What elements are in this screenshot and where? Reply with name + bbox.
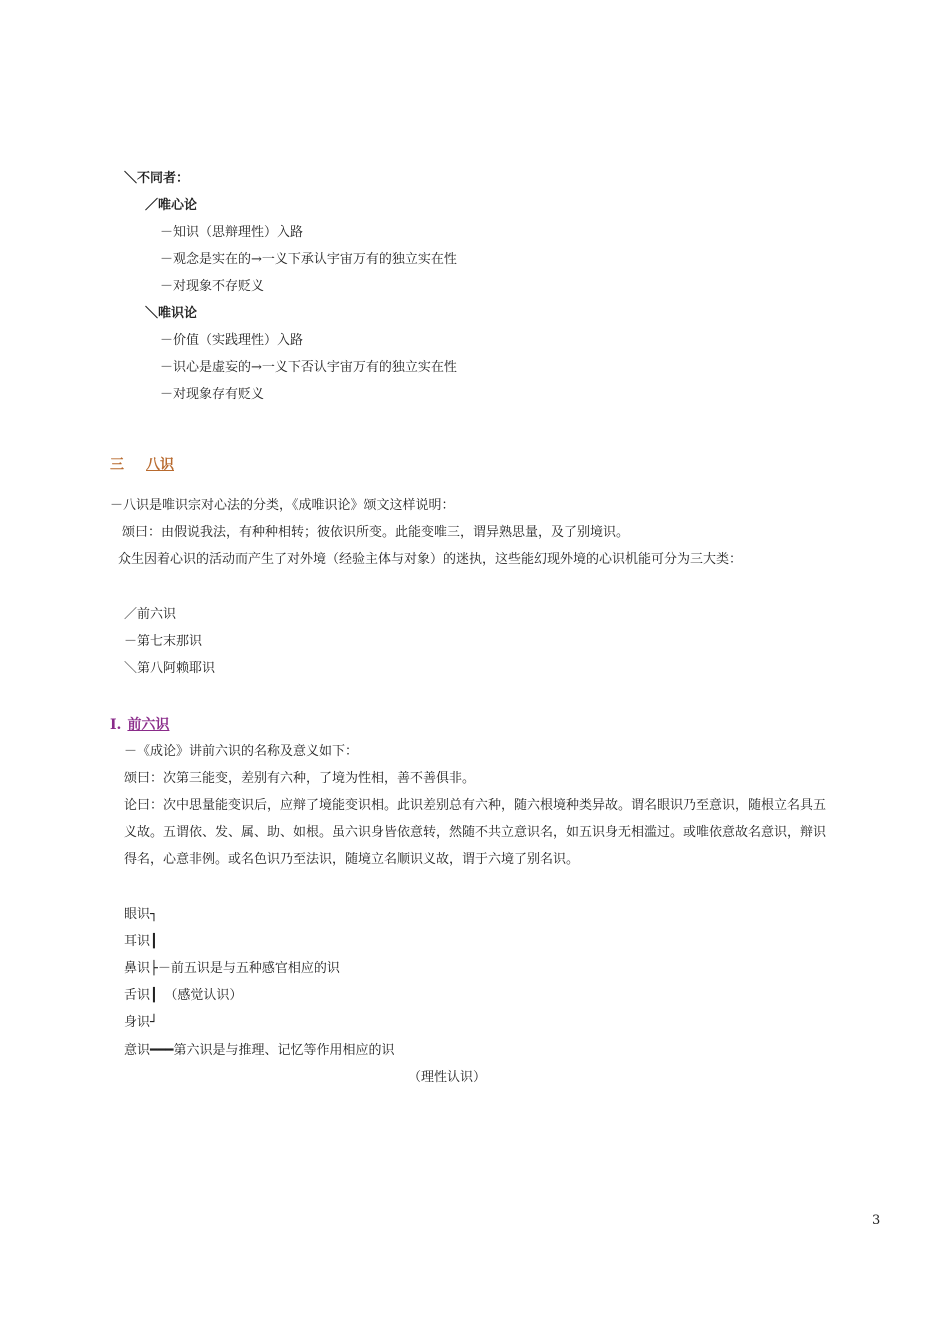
type-list-item: －第七末那识: [124, 634, 203, 649]
text-line: 论曰：次中思量能变识后，应辩了境能变识相。此识差别总有六种，随六根境种类异故。谓名眼识乃至意识，随根立名具五: [124, 798, 827, 813]
text-line: 颂曰：次第三能变，差别有六种，了境为性相，善不善俱非。: [124, 771, 476, 786]
diagram-line: 身识┘: [124, 1015, 158, 1030]
intro-line: 颂曰：由假说我法，有种种相转；彼依识所变。此能变唯三，谓异熟思量，及了别境识。: [122, 525, 630, 540]
outline-line: －对现象不存贬义: [160, 279, 265, 294]
outline-line: ＼唯识论: [145, 306, 198, 321]
section-number: 三: [110, 457, 124, 473]
diagram-line: （理性认识）: [408, 1070, 487, 1085]
text-line: 得名，心意非例。或名色识乃至法识，随境立名顺识义故，谓于六境了别名识。: [124, 852, 580, 867]
intro-line: －八识是唯识宗对心法的分类，《成唯识论》颂文这样说明：: [110, 498, 455, 513]
outline-line: ＼不同者：: [124, 171, 190, 186]
outline-line: －观念是实在的→一义下承认宇宙万有的独立实在性: [160, 252, 457, 267]
subsection-title: 前六识: [127, 717, 170, 733]
section-title: 八识: [146, 457, 174, 473]
subsection-heading-first-six: [110, 716, 169, 734]
diagram-line: 舌识┃ （感觉认识）: [124, 988, 243, 1003]
outline-line: －识心是虚妄的→一义下否认宇宙万有的独立实在性: [160, 360, 457, 375]
subsection-number: I.: [110, 717, 122, 733]
type-list-item: ＼第八阿赖耶识: [124, 661, 216, 676]
section-heading-eight-consciousness: [110, 456, 174, 474]
diagram-line: 意识━━━第六识是与推理、记忆等作用相应的识: [124, 1043, 395, 1058]
outline-line: －价值（实践理性）入路: [160, 333, 304, 348]
outline-line: －知识（思辩理性）入路: [160, 225, 304, 240]
text-line: －《成论》讲前六识的名称及意义如下：: [124, 744, 359, 759]
type-list-item: ／前六识: [124, 607, 177, 622]
intro-line: 众生因着心识的活动而产生了对外境（经验主体与对象）的迷执，这些能幻现外境的心识机能可分为三大类：: [118, 552, 743, 567]
diagram-line: 鼻识├－前五识是与五种感官相应的识: [124, 961, 340, 976]
page-number: 3: [872, 1213, 881, 1228]
outline-line: －对现象存有贬义: [160, 387, 265, 402]
diagram-line: 耳识┃: [124, 934, 158, 949]
outline-line: ／唯心论: [145, 198, 198, 213]
text-line: 义故。五谓依、发、属、助、如根。虽六识身皆依意转，然随不共立意识名，如五识身无相滥过。或唯依意故名意识，辩识: [124, 825, 827, 840]
diagram-line: 眼识┐: [124, 907, 158, 922]
